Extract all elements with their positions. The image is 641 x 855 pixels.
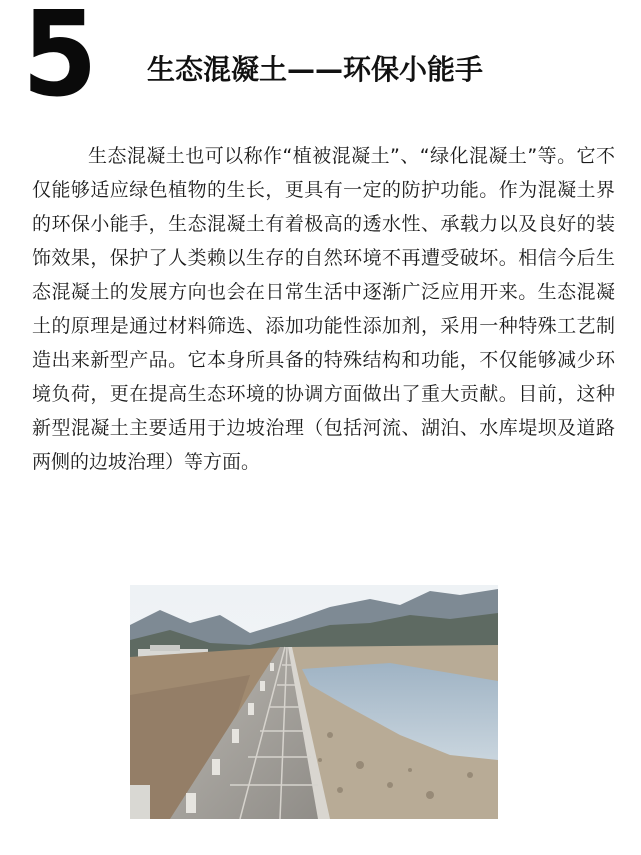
riverbank-photo xyxy=(130,585,498,819)
foreground-post xyxy=(130,785,150,819)
article-paragraph: 生态混凝土也可以称作“植被混凝土”、“绿化混凝土”等。它不仅能够适应绿色植物的生长，更具有一定的防护功能。作为混凝土界的环保小能手，生态混凝土有着极高的透水性、承载力以及良好的装饰效果，保护了人类赖以生存的自然环境不再遭受破坏。相信今后生态混凝土的发展方向也会在日常生活中逐渐广泛应用开来。生态混凝土的原理是通过材料筛选、添加功能性添加剂，采用一种特殊工艺制造出来新型产品。它本身所具备的特殊结构和功能，不仅能够减少环境负荷，更在提高生态环境的协调方面做出了重大贡献。目前，这种新型混凝土主要适用于边坡治理（包括河流、湖泊、水库堤坝及道路两侧的边坡治理）等方面。 xyxy=(32,145,615,473)
section-number: 5 xyxy=(22,0,94,123)
riverbank-illustration xyxy=(130,585,498,819)
building-roof xyxy=(150,645,180,651)
page-title: 生态混凝土——环保小能手 xyxy=(147,53,484,86)
section-header xyxy=(0,0,641,123)
